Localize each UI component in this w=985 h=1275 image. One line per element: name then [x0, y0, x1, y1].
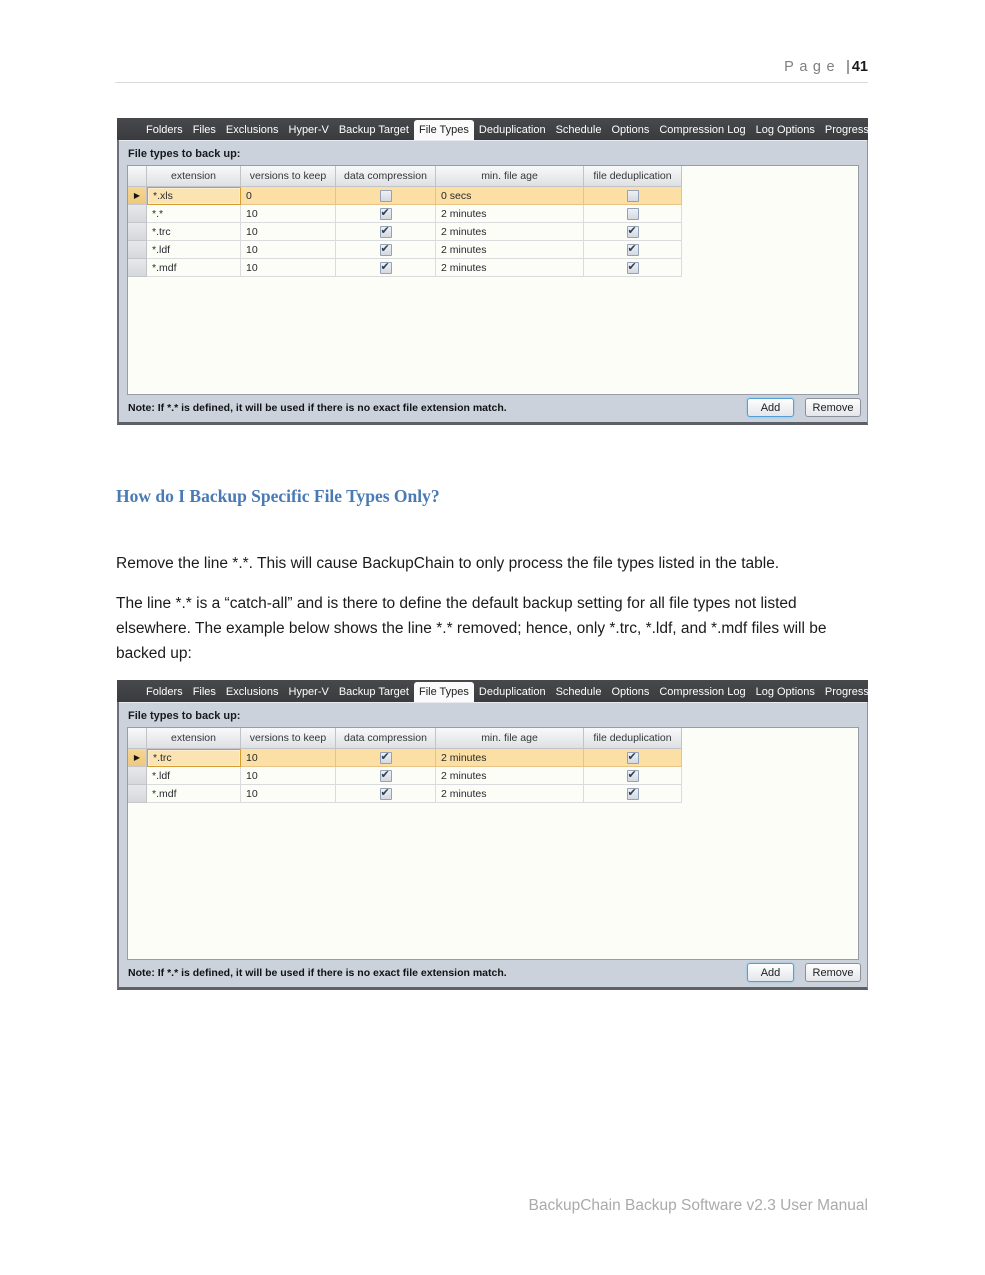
column-header-min-file-age[interactable]: min. file age — [436, 728, 584, 749]
row-selector[interactable] — [128, 241, 147, 259]
cell-versions[interactable]: 10 — [241, 749, 336, 767]
deduplication-checkbox[interactable] — [627, 190, 639, 202]
deduplication-checkbox[interactable] — [627, 752, 639, 764]
cell-extension[interactable]: *.mdf — [147, 259, 241, 277]
cell-versions[interactable]: 10 — [241, 259, 336, 277]
cell-extension[interactable]: *.trc — [147, 749, 241, 767]
file-types-table — [128, 728, 682, 803]
tab-schedule[interactable]: Schedule — [555, 124, 602, 136]
deduplication-checkbox[interactable] — [627, 226, 639, 238]
screenshot-file-types-after — [117, 680, 868, 990]
document-footer: BackupChain Backup Software v2.3 User Manual — [528, 1197, 868, 1214]
row-selector[interactable] — [128, 767, 147, 785]
cell-min-file-age[interactable]: 2 minutes — [436, 241, 584, 259]
table-row[interactable] — [128, 749, 682, 767]
tab-backup-target[interactable]: Backup Target — [338, 686, 409, 698]
remove-button[interactable]: Remove — [805, 963, 861, 982]
tab-progress[interactable]: Progress — [824, 686, 869, 698]
column-header-compression[interactable]: data compression — [336, 728, 436, 749]
table-header-row — [128, 728, 682, 749]
paragraph: The line *.* is a “catch-all” and is there to define the default backup setting for all file types not listed elsewhere. The example below shows the line *.* removed; hence, only *.trc, *.ldf, and *.mdf files will be backed up: — [116, 595, 827, 662]
deduplication-checkbox[interactable] — [627, 262, 639, 274]
column-header-compression[interactable]: data compression — [336, 166, 436, 187]
tab-hyper-v[interactable]: Hyper-V — [288, 686, 329, 698]
row-selector[interactable] — [128, 749, 147, 767]
tab-options[interactable]: Options — [611, 124, 650, 136]
file-types-panel — [119, 702, 867, 987]
cell-min-file-age[interactable]: 2 minutes — [436, 785, 584, 803]
table-row[interactable] — [128, 767, 682, 785]
section-heading: How do I Backup Specific File Types Only? — [116, 486, 440, 506]
file-types-panel — [119, 140, 867, 422]
tab-log-options[interactable]: Log Options — [755, 124, 815, 136]
cell-extension[interactable]: *.ldf — [147, 241, 241, 259]
cell-versions[interactable]: 0 — [241, 187, 336, 205]
tab-files[interactable]: Files — [192, 124, 216, 136]
tab-backup-target[interactable]: Backup Target — [338, 124, 409, 136]
row-selector[interactable] — [128, 785, 147, 803]
cell-min-file-age[interactable]: 2 minutes — [436, 223, 584, 241]
table-row[interactable] — [128, 205, 682, 223]
column-header-deduplication[interactable]: file deduplication — [584, 166, 682, 187]
column-header-deduplication[interactable]: file deduplication — [584, 728, 682, 749]
cell-deduplication — [584, 259, 682, 277]
compression-checkbox[interactable] — [380, 208, 392, 220]
column-header-selector — [128, 166, 147, 187]
page-number-header — [784, 59, 868, 75]
column-header-selector — [128, 728, 147, 749]
column-header-min-file-age[interactable]: min. file age — [436, 166, 584, 187]
tab-exclusions[interactable]: Exclusions — [225, 124, 279, 136]
grid-label: File types to back up: — [128, 710, 241, 722]
column-header-extension[interactable]: extension — [147, 166, 241, 187]
cell-min-file-age[interactable]: 2 minutes — [436, 259, 584, 277]
compression-checkbox[interactable] — [380, 226, 392, 238]
compression-checkbox[interactable] — [380, 244, 392, 256]
cell-deduplication — [584, 205, 682, 223]
selected-row-marker-icon: ▶ — [133, 190, 141, 200]
page-number: 41 — [851, 59, 868, 75]
cell-min-file-age[interactable]: 2 minutes — [436, 749, 584, 767]
deduplication-checkbox[interactable] — [627, 208, 639, 220]
tab-deduplication[interactable]: Deduplication — [478, 124, 546, 136]
cell-deduplication — [584, 767, 682, 785]
tab-file-types[interactable]: File Types — [414, 120, 474, 140]
compression-checkbox[interactable] — [380, 190, 392, 202]
table-row[interactable] — [128, 785, 682, 803]
compression-checkbox[interactable] — [380, 788, 392, 800]
tab-log-options[interactable]: Log Options — [755, 686, 815, 698]
page-number-separator: | — [846, 59, 850, 75]
tab-hyper-v[interactable]: Hyper-V — [288, 124, 329, 136]
cell-extension[interactable]: *.ldf — [147, 767, 241, 785]
tab-deduplication[interactable]: Deduplication — [478, 686, 546, 698]
cell-versions[interactable]: 10 — [241, 205, 336, 223]
tab-exclusions[interactable]: Exclusions — [225, 686, 279, 698]
cell-min-file-age[interactable]: 2 minutes — [436, 767, 584, 785]
cell-compression — [336, 767, 436, 785]
cell-deduplication — [584, 187, 682, 205]
header-divider — [115, 82, 868, 83]
deduplication-checkbox[interactable] — [627, 770, 639, 782]
page-word: Page — [784, 59, 841, 75]
remove-button[interactable]: Remove — [805, 398, 861, 417]
tab-schedule[interactable]: Schedule — [555, 686, 602, 698]
table-row[interactable] — [128, 223, 682, 241]
cell-compression — [336, 241, 436, 259]
tab-bar — [117, 118, 868, 140]
cell-versions[interactable]: 10 — [241, 767, 336, 785]
cell-compression — [336, 223, 436, 241]
cell-compression — [336, 187, 436, 205]
row-selector[interactable] — [128, 187, 147, 205]
deduplication-checkbox[interactable] — [627, 244, 639, 256]
cell-extension[interactable]: *.mdf — [147, 785, 241, 803]
note-bar — [119, 395, 867, 422]
tab-file-types[interactable]: File Types — [414, 682, 474, 702]
tab-files[interactable]: Files — [192, 686, 216, 698]
tab-bar — [117, 680, 868, 702]
cell-extension[interactable]: *.trc — [147, 223, 241, 241]
compression-checkbox[interactable] — [380, 752, 392, 764]
table-row[interactable] — [128, 259, 682, 277]
row-selector[interactable] — [128, 259, 147, 277]
tab-folders[interactable]: Folders — [146, 124, 183, 136]
file-types-grid — [127, 165, 859, 395]
cell-min-file-age[interactable]: 0 secs — [436, 187, 584, 205]
cell-compression — [336, 785, 436, 803]
compression-checkbox[interactable] — [380, 770, 392, 782]
row-selector[interactable] — [128, 205, 147, 223]
note-bar — [119, 960, 867, 987]
file-types-table — [128, 166, 682, 277]
tab-folders[interactable]: Folders — [146, 686, 183, 698]
cell-deduplication — [584, 749, 682, 767]
cell-deduplication — [584, 785, 682, 803]
cell-deduplication — [584, 223, 682, 241]
column-header-versions[interactable]: versions to keep — [241, 166, 336, 187]
row-selector[interactable] — [128, 223, 147, 241]
column-header-extension[interactable]: extension — [147, 728, 241, 749]
tab-progress[interactable]: Progress — [824, 124, 869, 136]
cell-compression — [336, 749, 436, 767]
add-button[interactable]: Add — [747, 398, 794, 417]
table-row[interactable] — [128, 241, 682, 259]
compression-checkbox[interactable] — [380, 262, 392, 274]
cell-compression — [336, 259, 436, 277]
grid-label: File types to back up: — [128, 148, 241, 160]
note-text: Note: If *.* is defined, it will be used if there is no exact file extension match. — [128, 401, 507, 414]
file-types-grid — [127, 727, 859, 960]
tab-compression-log[interactable]: Compression Log — [659, 686, 746, 698]
cell-versions[interactable]: 10 — [241, 241, 336, 259]
table-row[interactable] — [128, 187, 682, 205]
tab-options[interactable]: Options — [611, 686, 650, 698]
cell-deduplication — [584, 241, 682, 259]
screenshot-file-types-before — [117, 118, 868, 425]
selected-row-marker-icon: ▶ — [133, 752, 141, 762]
cell-compression — [336, 205, 436, 223]
deduplication-checkbox[interactable] — [627, 788, 639, 800]
note-text: Note: If *.* is defined, it will be used if there is no exact file extension match. — [128, 966, 507, 979]
add-button[interactable]: Add — [747, 963, 794, 982]
paragraph: Remove the line *.*. This will cause BackupChain to only process the file types listed in the table. — [116, 555, 780, 572]
tab-compression-log[interactable]: Compression Log — [659, 124, 746, 136]
table-header-row — [128, 166, 682, 187]
cell-extension[interactable]: *.xls — [147, 187, 241, 205]
cell-versions[interactable]: 10 — [241, 223, 336, 241]
cell-extension[interactable]: *.* — [147, 205, 241, 223]
cell-min-file-age[interactable]: 2 minutes — [436, 205, 584, 223]
column-header-versions[interactable]: versions to keep — [241, 728, 336, 749]
cell-versions[interactable]: 10 — [241, 785, 336, 803]
